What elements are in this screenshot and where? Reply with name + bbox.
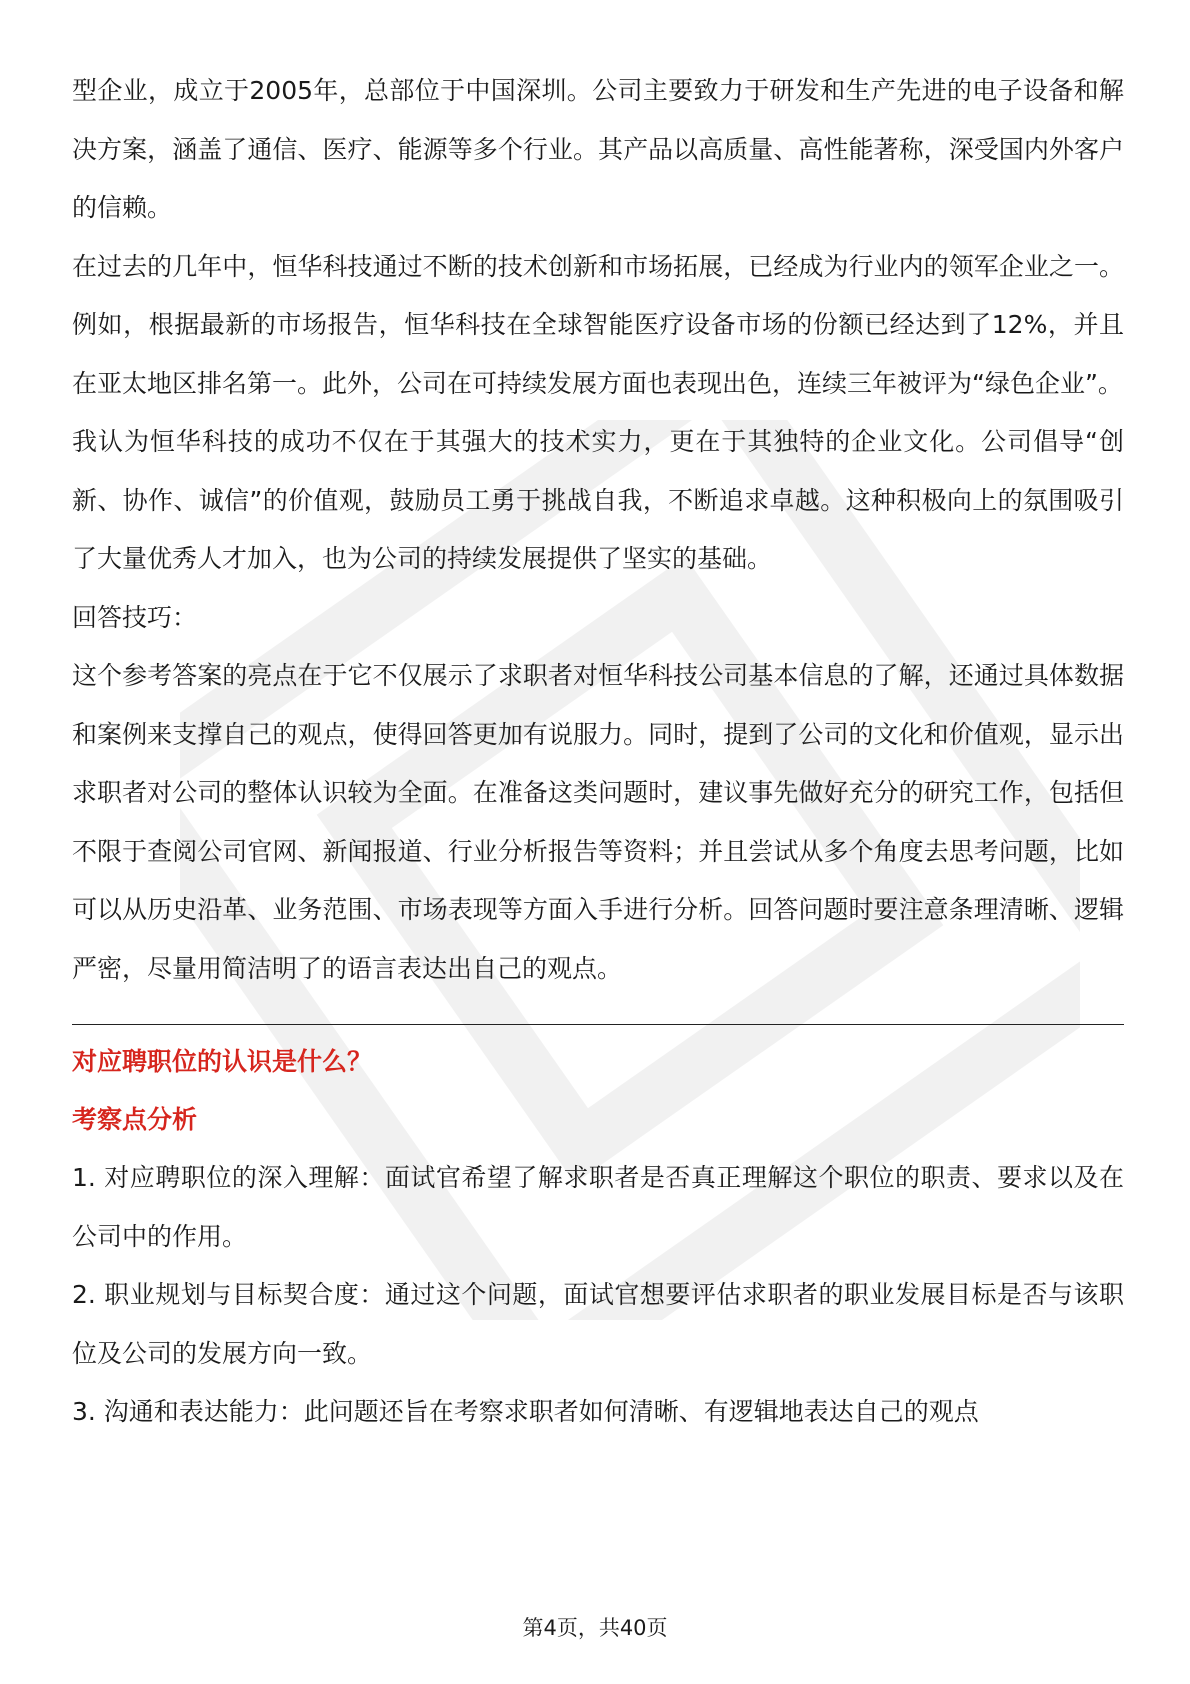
analysis-heading: 考察点分析: [72, 1105, 198, 1134]
page-number-footer: 第4页，共40页: [522, 1616, 668, 1640]
paragraph-achievements: 在过去的几年中，恒华科技通过不断的技术创新和市场拓展，已经成为行业内的领军企业之一。例如，根据最新的市场报告，恒华科技在全球智能医疗设备市场的份额已经达到了12%，并且在亚太地区排名第一。此外，公司在可持续发展方面也表现出色，连续三年被评为“绿色企业”。: [72, 251, 1124, 398]
page-content: [72, 62, 1124, 1442]
question-title: 对应聘职位的认识是什么？: [72, 1047, 373, 1076]
analysis-point: 2. 职业规划与目标契合度：通过这个问题，面试官想要评估求职者的职业发展目标是否与该职位及公司的发展方向一致。: [72, 1280, 1124, 1368]
paragraph-company-intro: 型企业，成立于2005年，总部位于中国深圳。公司主要致力于研发和生产先进的电子设备和解决方案，涵盖了通信、医疗、能源等多个行业。其产品以高质量、高性能著称，深受国内外客户的信赖。: [72, 76, 1124, 222]
section-divider: [72, 1024, 1124, 1025]
analysis-point: 1. 对应聘职位的深入理解：面试官希望了解求职者是否真正理解这个职位的职责、要求以及在公司中的作用。: [72, 1163, 1124, 1251]
paragraph-culture: 我认为恒华科技的成功不仅在于其强大的技术实力，更在于其独特的企业文化。公司倡导“创新、协作、诚信”的价值观，鼓励员工勇于挑战自我，不断追求卓越。这种积极向上的氛围吸引了大量优秀人才加入，也为公司的持续发展提供了坚实的基础。: [72, 427, 1124, 573]
paragraph-tips: 这个参考答案的亮点在于它不仅展示了求职者对恒华科技公司基本信息的了解，还通过具体数据和案例来支撑自己的观点，使得回答更加有说服力。同时，提到了公司的文化和价值观，显示出求职者对公司的整体认识较为全面。在准备这类问题时，建议事先做好充分的研究工作，包括但不限于查阅公司官网、新闻报道、行业分析报告等资料；并且尝试从多个角度去思考问题，比如可以从历史沿革、业务范围、市场表现等方面入手进行分析。回答问题时要注意条理清晰、逻辑严密，尽量用简洁明了的语言表达出自己的观点。: [72, 661, 1124, 983]
tips-heading: 回答技巧：: [72, 602, 198, 632]
analysis-point: 3. 沟通和表达能力：此问题还旨在考察求职者如何清晰、有逻辑地表达自己的观点: [72, 1397, 979, 1426]
